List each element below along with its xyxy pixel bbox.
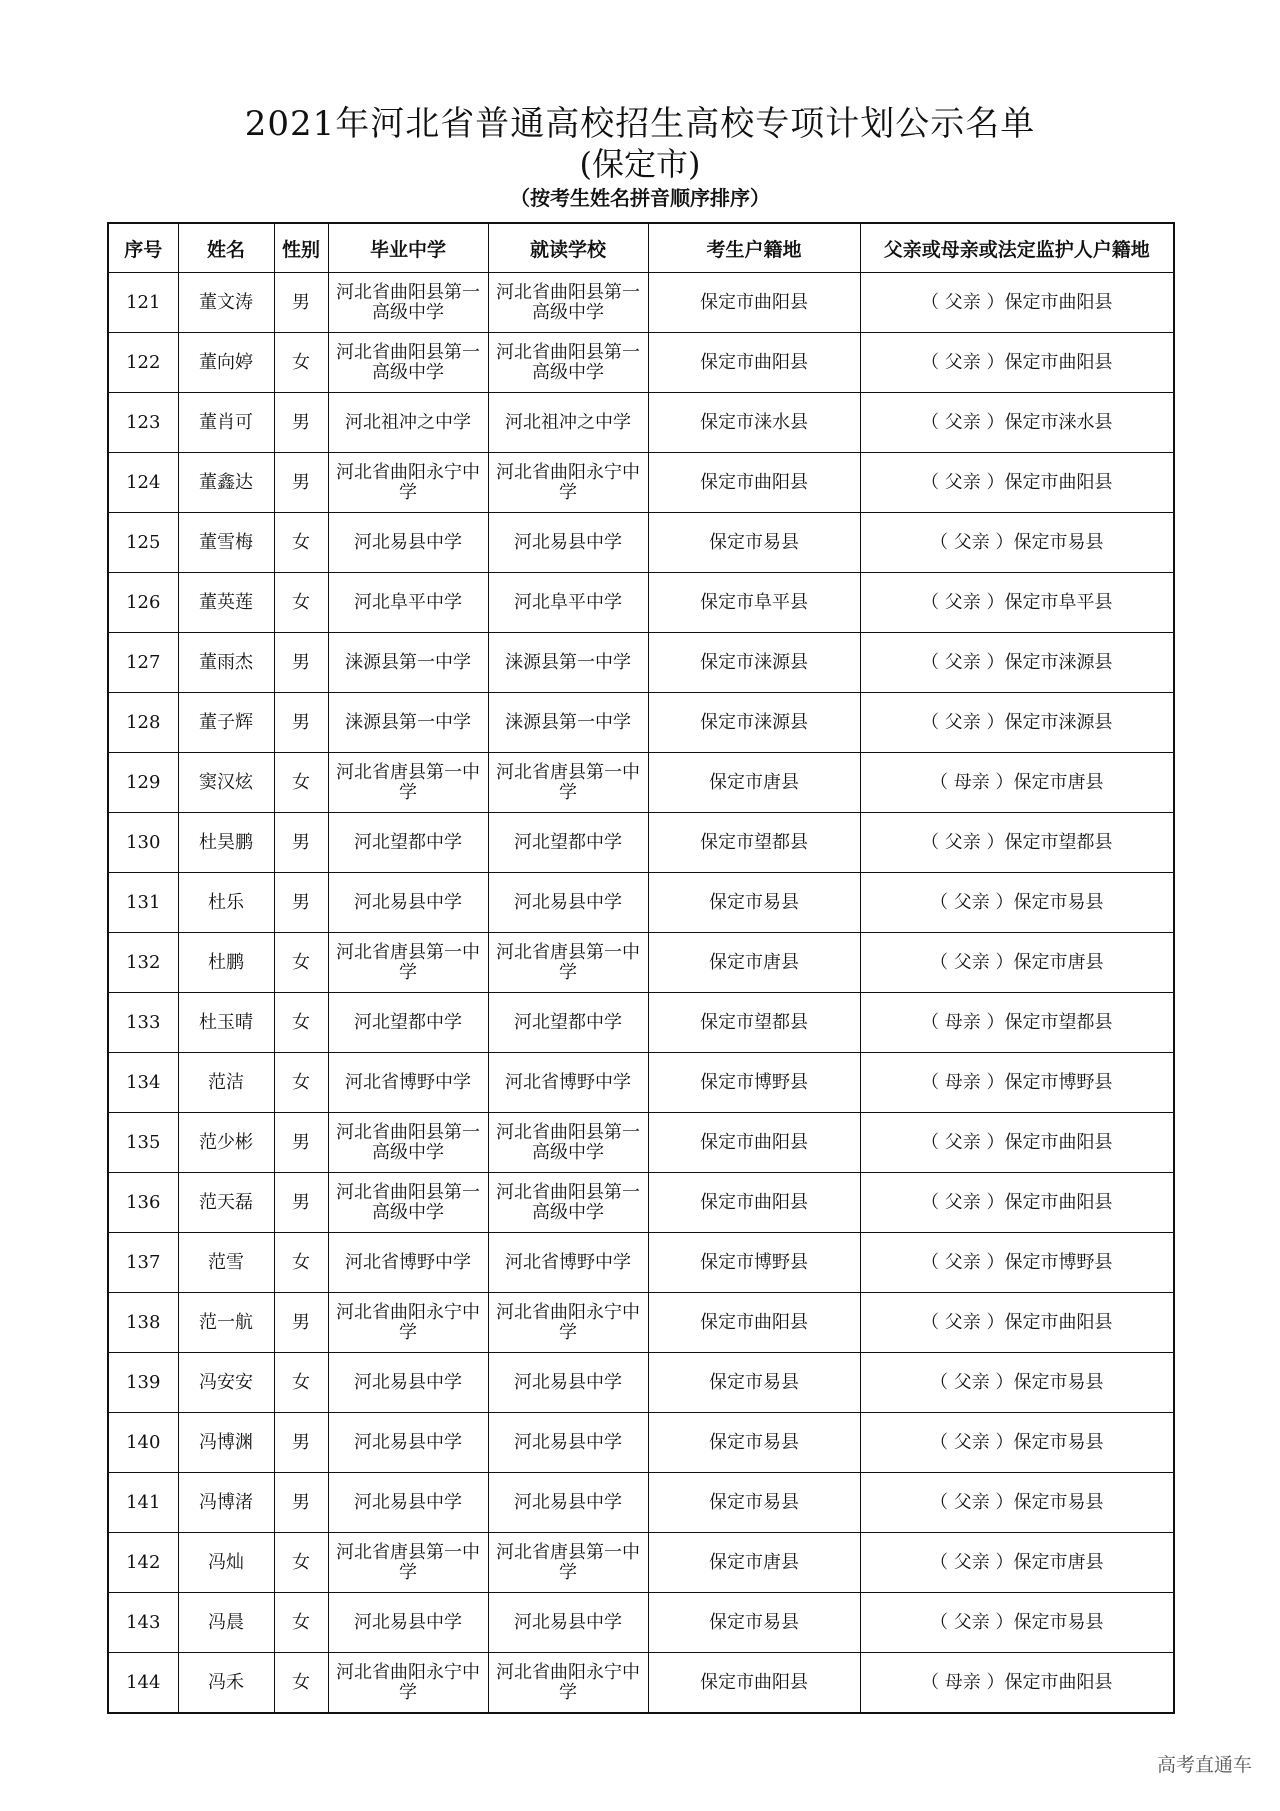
- cell-parent-registration: （ 母亲 ）保定市曲阳县: [860, 1653, 1174, 1714]
- footer-watermark: 高考直通车: [1156, 1754, 1252, 1776]
- cell-parent-registration: （ 父亲 ）保定市望都县: [860, 813, 1174, 873]
- cell-grad-school: 河北省曲阳县第一高级中学: [328, 273, 488, 333]
- cell-no: 138: [108, 1293, 178, 1353]
- cell-parent-registration: （ 父亲 ）保定市曲阳县: [860, 1293, 1174, 1353]
- table-row: [108, 573, 1174, 633]
- table-row: [108, 1533, 1174, 1593]
- cell-registration: 保定市望都县: [648, 813, 860, 873]
- cell-parent-registration: （ 父亲 ）保定市易县: [860, 1473, 1174, 1533]
- cell-no: 123: [108, 393, 178, 453]
- cell-grad-school: 河北易县中学: [328, 1353, 488, 1413]
- cell-no: 139: [108, 1353, 178, 1413]
- cell-sex: 女: [274, 573, 328, 633]
- cell-no: 128: [108, 693, 178, 753]
- cell-no: 142: [108, 1533, 178, 1593]
- cell-study-school: 河北省曲阳县第一高级中学: [488, 333, 648, 393]
- cell-no: 134: [108, 1053, 178, 1113]
- page-title: 2021年河北省普通高校招生高校专项计划公示名单: [244, 104, 1036, 144]
- cell-study-school: 河北易县中学: [488, 513, 648, 573]
- table-row: [108, 273, 1174, 333]
- cell-parent-registration: （ 父亲 ）保定市曲阳县: [860, 1173, 1174, 1233]
- cell-grad-school: 河北望都中学: [328, 993, 488, 1053]
- cell-parent-registration: （ 父亲 ）保定市易县: [860, 873, 1174, 933]
- cell-name: 董雪梅: [178, 513, 274, 573]
- cell-registration: 保定市唐县: [648, 933, 860, 993]
- cell-parent-registration: （ 母亲 ）保定市唐县: [860, 753, 1174, 813]
- cell-registration: 保定市曲阳县: [648, 1653, 860, 1714]
- cell-name: 杜鹏: [178, 933, 274, 993]
- cell-registration: 保定市博野县: [648, 1233, 860, 1293]
- cell-study-school: 河北省曲阳县第一高级中学: [488, 1113, 648, 1173]
- cell-parent-registration: （ 父亲 ）保定市涞源县: [860, 633, 1174, 693]
- cell-grad-school: 河北省曲阳县第一高级中学: [328, 333, 488, 393]
- cell-no: 130: [108, 813, 178, 873]
- cell-sex: 男: [274, 273, 328, 333]
- cell-no: 144: [108, 1653, 178, 1714]
- cell-sex: 女: [274, 753, 328, 813]
- cell-no: 129: [108, 753, 178, 813]
- cell-sex: 男: [274, 633, 328, 693]
- cell-name: 范一航: [178, 1293, 274, 1353]
- cell-sex: 女: [274, 933, 328, 993]
- cell-registration: 保定市易县: [648, 1593, 860, 1653]
- cell-grad-school: 河北省博野中学: [328, 1053, 488, 1113]
- cell-grad-school: 河北省博野中学: [328, 1233, 488, 1293]
- cell-parent-registration: （ 父亲 ）保定市唐县: [860, 933, 1174, 993]
- page-subtitle: (保定市): [579, 145, 701, 183]
- cell-no: 131: [108, 873, 178, 933]
- table-row: [108, 753, 1174, 813]
- cell-no: 126: [108, 573, 178, 633]
- cell-registration: 保定市曲阳县: [648, 273, 860, 333]
- cell-grad-school: 河北省唐县第一中学: [328, 753, 488, 813]
- cell-study-school: 河北望都中学: [488, 993, 648, 1053]
- cell-name: 冯灿: [178, 1533, 274, 1593]
- cell-name: 范少彬: [178, 1113, 274, 1173]
- header-no: 序号: [108, 223, 178, 273]
- cell-study-school: 河北省博野中学: [488, 1053, 648, 1113]
- cell-registration: 保定市易县: [648, 513, 860, 573]
- cell-no: 124: [108, 453, 178, 513]
- cell-sex: 男: [274, 873, 328, 933]
- cell-study-school: 河北望都中学: [488, 813, 648, 873]
- cell-grad-school: 河北望都中学: [328, 813, 488, 873]
- cell-sex: 女: [274, 1233, 328, 1293]
- table-row: [108, 993, 1174, 1053]
- cell-registration: 保定市唐县: [648, 753, 860, 813]
- cell-study-school: 河北易县中学: [488, 1353, 648, 1413]
- table-row: [108, 1653, 1174, 1714]
- table-row: [108, 1173, 1174, 1233]
- header-grad-school: 毕业中学: [328, 223, 488, 273]
- cell-no: 137: [108, 1233, 178, 1293]
- cell-study-school: 涞源县第一中学: [488, 693, 648, 753]
- cell-sex: 女: [274, 1533, 328, 1593]
- table-row: [108, 1593, 1174, 1653]
- cell-name: 冯禾: [178, 1653, 274, 1714]
- cell-study-school: 河北易县中学: [488, 1593, 648, 1653]
- cell-sex: 女: [274, 1053, 328, 1113]
- table-row: [108, 513, 1174, 573]
- cell-registration: 保定市博野县: [648, 1053, 860, 1113]
- table-header-row: [108, 223, 1174, 273]
- cell-grad-school: 河北省唐县第一中学: [328, 1533, 488, 1593]
- table-body: [108, 273, 1174, 1714]
- candidate-table: [107, 222, 1175, 1714]
- cell-name: 董鑫达: [178, 453, 274, 513]
- cell-grad-school: 河北易县中学: [328, 1593, 488, 1653]
- header-registration: 考生户籍地: [648, 223, 860, 273]
- cell-no: 135: [108, 1113, 178, 1173]
- cell-sex: 男: [274, 1413, 328, 1473]
- cell-registration: 保定市易县: [648, 873, 860, 933]
- cell-study-school: 河北省唐县第一中学: [488, 753, 648, 813]
- cell-parent-registration: （ 母亲 ）保定市望都县: [860, 993, 1174, 1053]
- cell-no: 143: [108, 1593, 178, 1653]
- cell-registration: 保定市曲阳县: [648, 1173, 860, 1233]
- cell-sex: 女: [274, 1653, 328, 1714]
- cell-parent-registration: （ 父亲 ）保定市易县: [860, 1413, 1174, 1473]
- cell-sex: 女: [274, 513, 328, 573]
- cell-no: 121: [108, 273, 178, 333]
- sort-note: （按考生姓名拼音顺序排序）: [510, 186, 770, 210]
- cell-registration: 保定市易县: [648, 1353, 860, 1413]
- cell-grad-school: 河北易县中学: [328, 513, 488, 573]
- cell-parent-registration: （ 父亲 ）保定市曲阳县: [860, 333, 1174, 393]
- cell-no: 133: [108, 993, 178, 1053]
- cell-registration: 保定市阜平县: [648, 573, 860, 633]
- cell-grad-school: 河北易县中学: [328, 873, 488, 933]
- cell-sex: 男: [274, 453, 328, 513]
- cell-study-school: 河北易县中学: [488, 1413, 648, 1473]
- cell-sex: 男: [274, 1293, 328, 1353]
- cell-no: 122: [108, 333, 178, 393]
- cell-parent-registration: （ 母亲 ）保定市博野县: [860, 1053, 1174, 1113]
- table-row: [108, 633, 1174, 693]
- cell-name: 董文涛: [178, 273, 274, 333]
- cell-sex: 男: [274, 1113, 328, 1173]
- cell-grad-school: 河北阜平中学: [328, 573, 488, 633]
- cell-sex: 男: [274, 693, 328, 753]
- cell-sex: 女: [274, 333, 328, 393]
- cell-sex: 男: [274, 813, 328, 873]
- cell-registration: 保定市曲阳县: [648, 333, 860, 393]
- table-row: [108, 1233, 1174, 1293]
- cell-study-school: 河北省曲阳县第一高级中学: [488, 1173, 648, 1233]
- cell-name: 董子辉: [178, 693, 274, 753]
- cell-parent-registration: （ 父亲 ）保定市唐县: [860, 1533, 1174, 1593]
- table-row: [108, 693, 1174, 753]
- cell-name: 杜玉晴: [178, 993, 274, 1053]
- cell-registration: 保定市曲阳县: [648, 453, 860, 513]
- cell-parent-registration: （ 父亲 ）保定市易县: [860, 513, 1174, 573]
- cell-name: 董英莲: [178, 573, 274, 633]
- cell-no: 141: [108, 1473, 178, 1533]
- cell-parent-registration: （ 父亲 ）保定市易县: [860, 1353, 1174, 1413]
- table-row: [108, 1413, 1174, 1473]
- cell-no: 132: [108, 933, 178, 993]
- cell-sex: 男: [274, 1173, 328, 1233]
- cell-study-school: 河北省曲阳永宁中学: [488, 1293, 648, 1353]
- cell-grad-school: 河北省曲阳永宁中学: [328, 1293, 488, 1353]
- cell-no: 125: [108, 513, 178, 573]
- table-row: [108, 1113, 1174, 1173]
- cell-study-school: 河北省曲阳永宁中学: [488, 453, 648, 513]
- table-row: [108, 1293, 1174, 1353]
- header-parent-registration: 父亲或母亲或法定监护人户籍地: [860, 223, 1174, 273]
- cell-study-school: 河北省唐县第一中学: [488, 1533, 648, 1593]
- cell-grad-school: 河北省曲阳县第一高级中学: [328, 1173, 488, 1233]
- cell-name: 杜昊鹏: [178, 813, 274, 873]
- cell-registration: 保定市涞水县: [648, 393, 860, 453]
- cell-parent-registration: （ 父亲 ）保定市曲阳县: [860, 1113, 1174, 1173]
- cell-sex: 男: [274, 393, 328, 453]
- cell-parent-registration: （ 父亲 ）保定市涞源县: [860, 693, 1174, 753]
- cell-parent-registration: （ 父亲 ）保定市阜平县: [860, 573, 1174, 633]
- cell-grad-school: 河北易县中学: [328, 1413, 488, 1473]
- cell-name: 范天磊: [178, 1173, 274, 1233]
- table-row: [108, 453, 1174, 513]
- cell-name: 冯博渚: [178, 1473, 274, 1533]
- cell-name: 范洁: [178, 1053, 274, 1113]
- cell-sex: 女: [274, 1353, 328, 1413]
- cell-name: 范雪: [178, 1233, 274, 1293]
- cell-parent-registration: （ 父亲 ）保定市博野县: [860, 1233, 1174, 1293]
- table-row: [108, 813, 1174, 873]
- cell-study-school: 河北省唐县第一中学: [488, 933, 648, 993]
- cell-parent-registration: （ 父亲 ）保定市涞水县: [860, 393, 1174, 453]
- table-row: [108, 1053, 1174, 1113]
- cell-no: 140: [108, 1413, 178, 1473]
- cell-grad-school: 涞源县第一中学: [328, 633, 488, 693]
- cell-name: 董雨杰: [178, 633, 274, 693]
- cell-sex: 女: [274, 993, 328, 1053]
- cell-grad-school: 涞源县第一中学: [328, 693, 488, 753]
- cell-study-school: 河北阜平中学: [488, 573, 648, 633]
- table-row: [108, 873, 1174, 933]
- cell-no: 127: [108, 633, 178, 693]
- cell-grad-school: 河北省曲阳县第一高级中学: [328, 1113, 488, 1173]
- cell-grad-school: 河北祖冲之中学: [328, 393, 488, 453]
- cell-study-school: 河北省曲阳县第一高级中学: [488, 273, 648, 333]
- cell-registration: 保定市易县: [648, 1473, 860, 1533]
- cell-grad-school: 河北易县中学: [328, 1473, 488, 1533]
- cell-parent-registration: （ 父亲 ）保定市曲阳县: [860, 453, 1174, 513]
- cell-registration: 保定市涞源县: [648, 633, 860, 693]
- cell-name: 冯晨: [178, 1593, 274, 1653]
- cell-registration: 保定市易县: [648, 1413, 860, 1473]
- cell-no: 136: [108, 1173, 178, 1233]
- cell-parent-registration: （ 父亲 ）保定市易县: [860, 1593, 1174, 1653]
- cell-grad-school: 河北省曲阳永宁中学: [328, 453, 488, 513]
- cell-registration: 保定市望都县: [648, 993, 860, 1053]
- cell-name: 杜乐: [178, 873, 274, 933]
- table-row: [108, 1353, 1174, 1413]
- cell-parent-registration: （ 父亲 ）保定市曲阳县: [860, 273, 1174, 333]
- table-row: [108, 333, 1174, 393]
- header-sex: 性别: [274, 223, 328, 273]
- table-row: [108, 1473, 1174, 1533]
- cell-study-school: 河北祖冲之中学: [488, 393, 648, 453]
- cell-name: 董肖可: [178, 393, 274, 453]
- cell-sex: 男: [274, 1473, 328, 1533]
- cell-registration: 保定市曲阳县: [648, 1293, 860, 1353]
- cell-registration: 保定市曲阳县: [648, 1113, 860, 1173]
- cell-name: 冯安安: [178, 1353, 274, 1413]
- cell-name: 窦汉炫: [178, 753, 274, 813]
- table-row: [108, 393, 1174, 453]
- cell-study-school: 河北省博野中学: [488, 1233, 648, 1293]
- cell-registration: 保定市唐县: [648, 1533, 860, 1593]
- cell-study-school: 河北省曲阳永宁中学: [488, 1653, 648, 1714]
- cell-grad-school: 河北省曲阳永宁中学: [328, 1653, 488, 1714]
- cell-study-school: 涞源县第一中学: [488, 633, 648, 693]
- header-study-school: 就读学校: [488, 223, 648, 273]
- table-row: [108, 933, 1174, 993]
- cell-registration: 保定市涞源县: [648, 693, 860, 753]
- cell-name: 董向婷: [178, 333, 274, 393]
- cell-study-school: 河北易县中学: [488, 1473, 648, 1533]
- cell-name: 冯博渊: [178, 1413, 274, 1473]
- cell-sex: 女: [274, 1593, 328, 1653]
- header-name: 姓名: [178, 223, 274, 273]
- cell-grad-school: 河北省唐县第一中学: [328, 933, 488, 993]
- cell-study-school: 河北易县中学: [488, 873, 648, 933]
